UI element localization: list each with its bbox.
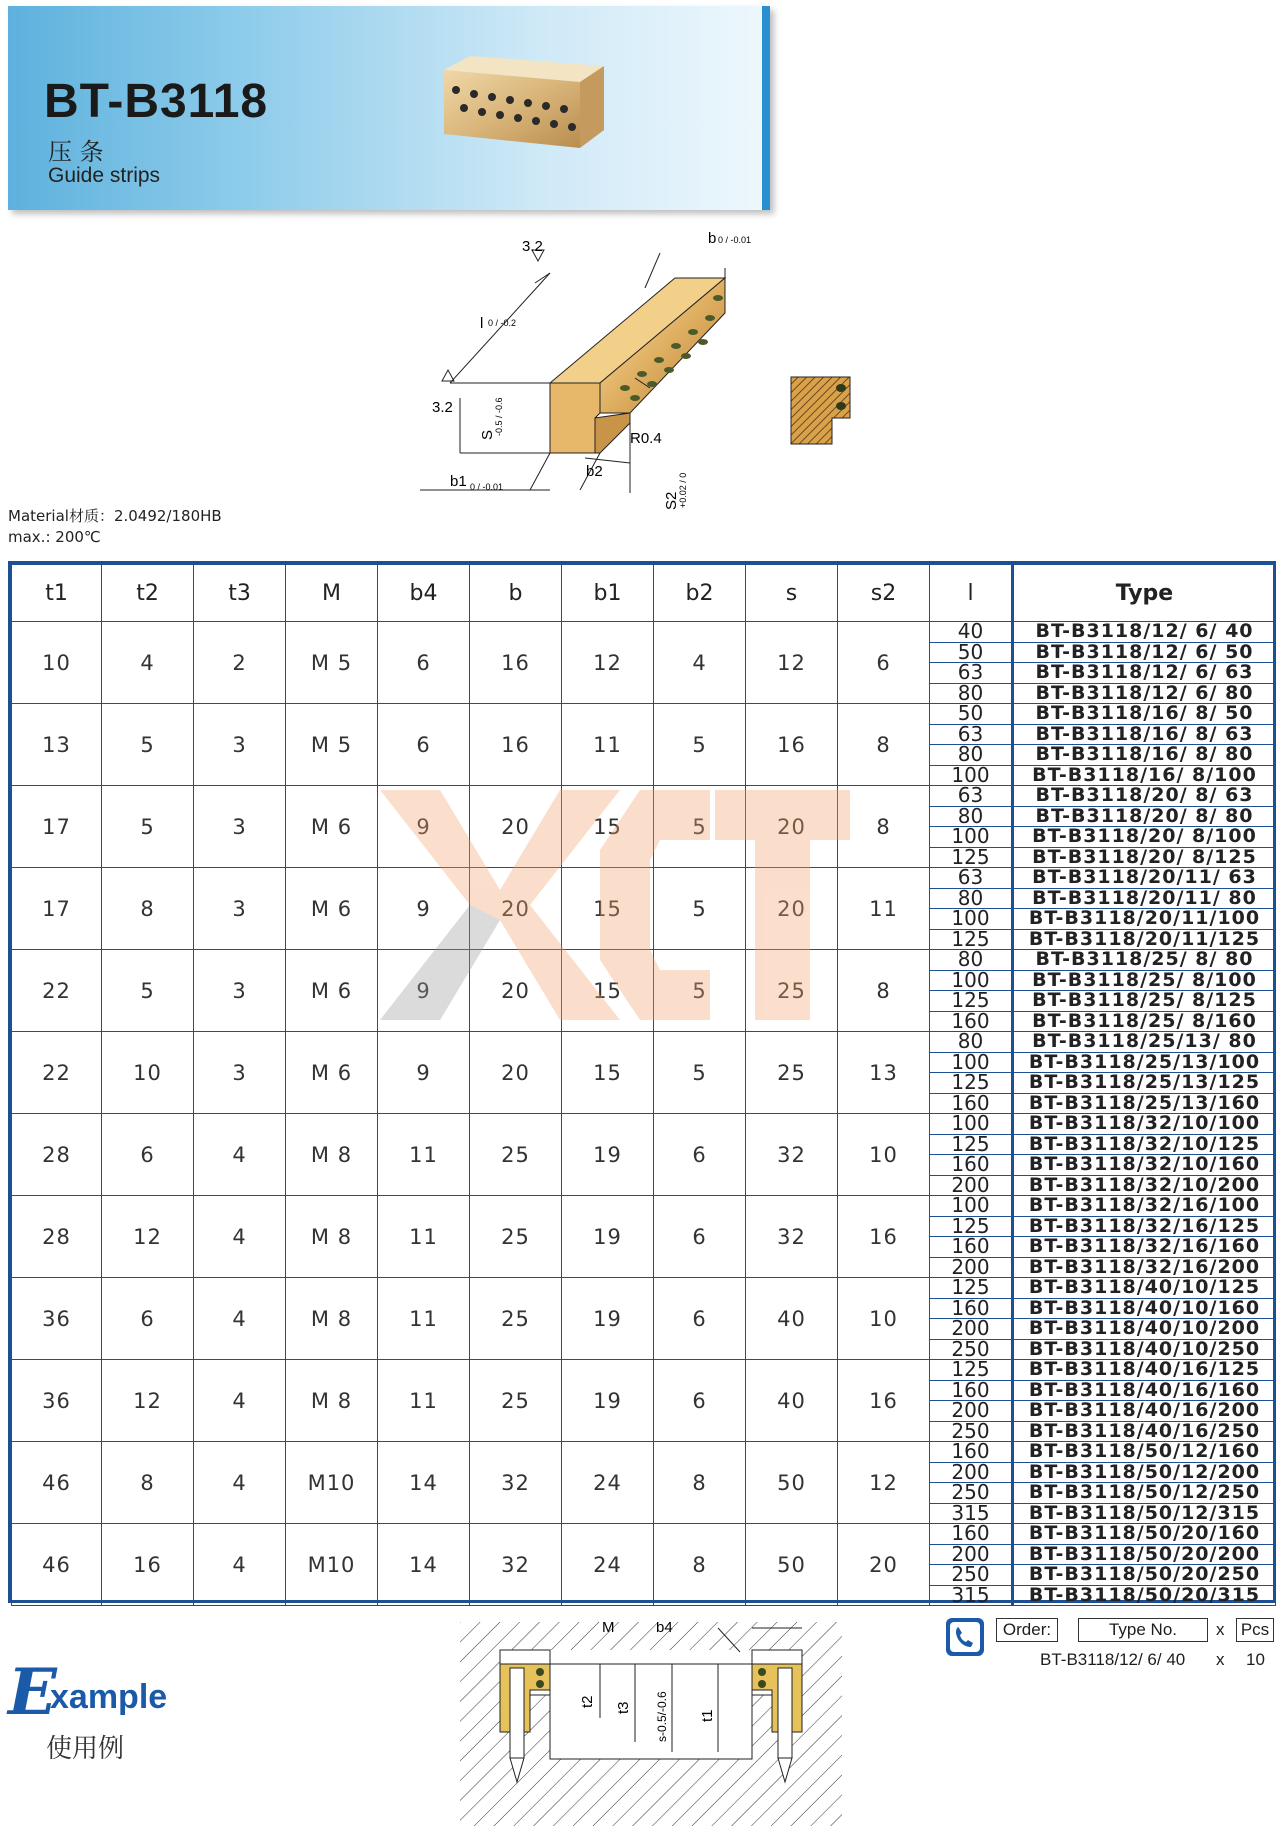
spec-cell-s: 20	[746, 868, 838, 950]
spec-cell-t2: 6	[102, 1114, 194, 1196]
type-number-cell: BT-B3118/16/ 8/ 80	[1013, 745, 1276, 766]
spec-cell-t1: 10	[12, 622, 102, 704]
spec-table	[8, 561, 1276, 1607]
table-row	[12, 1442, 1276, 1463]
spec-cell-b4: 11	[378, 1196, 470, 1278]
length-cell: 100	[930, 765, 1013, 786]
length-cell: 200	[930, 1544, 1013, 1565]
spec-cell-b1: 15	[562, 786, 654, 868]
type-number-cell: BT-B3118/20/ 8/100	[1013, 827, 1276, 848]
spec-cell-b: 25	[470, 1114, 562, 1196]
spec-cell-b: 16	[470, 622, 562, 704]
spec-cell-b: 16	[470, 704, 562, 786]
length-cell: 160	[930, 1011, 1013, 1032]
type-number-cell: BT-B3118/32/10/160	[1013, 1155, 1276, 1176]
technical-drawing	[420, 228, 860, 518]
spec-cell-b: 25	[470, 1278, 562, 1360]
spec-cell-t3: 3	[194, 868, 286, 950]
spec-cell-b4: 14	[378, 1442, 470, 1524]
spec-cell-t2: 8	[102, 868, 194, 950]
type-number-cell: BT-B3118/50/20/200	[1013, 1544, 1276, 1565]
dim-b1-tol: 0 / -0.01	[470, 482, 504, 492]
spec-cell-b2: 5	[654, 704, 746, 786]
length-cell: 100	[930, 909, 1013, 930]
table-header-row	[12, 565, 1276, 622]
type-number-cell: BT-B3118/40/10/200	[1013, 1319, 1276, 1340]
type-number-cell: BT-B3118/50/12/250	[1013, 1483, 1276, 1504]
table-body	[12, 619, 1276, 1607]
type-number-cell: BT-B3118/32/10/125	[1013, 1134, 1276, 1155]
length-cell: 250	[930, 1339, 1013, 1360]
type-number-cell: BT-B3118/40/10/250	[1013, 1339, 1276, 1360]
spec-cell-b4: 14	[378, 1524, 470, 1606]
table-row	[12, 1032, 1276, 1053]
spec-cell-t3: 4	[194, 1196, 286, 1278]
spec-cell-m: M 6	[286, 1032, 378, 1114]
length-cell: 315	[930, 1503, 1013, 1524]
spec-cell-t3: 4	[194, 1442, 286, 1524]
spec-cell-t2: 4	[102, 622, 194, 704]
spec-cell-s: 40	[746, 1360, 838, 1442]
spec-cell-t2: 5	[102, 786, 194, 868]
dim-b-label: b	[708, 230, 717, 247]
table-row	[12, 868, 1276, 889]
example-drawing	[460, 1622, 842, 1826]
header-t1: t1	[12, 565, 102, 622]
model-title: BT-B3118	[44, 75, 269, 128]
header-t2: t2	[102, 565, 194, 622]
spec-cell-m: M 6	[286, 950, 378, 1032]
spec-cell-b1: 15	[562, 950, 654, 1032]
length-cell: 125	[930, 1278, 1013, 1299]
length-cell: 125	[930, 847, 1013, 868]
dim-r-label: R0.4	[630, 430, 662, 447]
spec-cell-b: 20	[470, 950, 562, 1032]
spec-cell-b2: 6	[654, 1278, 746, 1360]
dim-s-tol: -0.5 / -0.6	[494, 397, 504, 436]
length-cell: 200	[930, 1401, 1013, 1422]
spec-cell-b1: 19	[562, 1278, 654, 1360]
spec-cell-m: M 5	[286, 704, 378, 786]
spec-cell-b: 20	[470, 868, 562, 950]
header-b: b	[470, 565, 562, 622]
type-number-cell: BT-B3118/12/ 6/ 63	[1013, 663, 1276, 684]
length-cell: 160	[930, 1442, 1013, 1463]
length-cell: 200	[930, 1319, 1013, 1340]
type-number-cell: BT-B3118/16/ 8/ 50	[1013, 704, 1276, 725]
max-temp-text: max.: 200℃	[8, 528, 101, 546]
spec-cell-t3: 3	[194, 704, 286, 786]
spec-cell-s: 50	[746, 1524, 838, 1606]
type-number-cell: BT-B3118/25/13/125	[1013, 1073, 1276, 1094]
spec-cell-t2: 5	[102, 950, 194, 1032]
spec-cell-b: 32	[470, 1524, 562, 1606]
length-cell: 160	[930, 1155, 1013, 1176]
spec-cell-t3: 3	[194, 786, 286, 868]
type-number-cell: BT-B3118/12/ 6/ 40	[1013, 622, 1276, 643]
type-number-cell: BT-B3118/25/ 8/125	[1013, 991, 1276, 1012]
type-number-cell: BT-B3118/32/16/125	[1013, 1216, 1276, 1237]
spec-cell-s2: 10	[838, 1114, 930, 1196]
spec-cell-b4: 11	[378, 1360, 470, 1442]
spec-cell-b2: 6	[654, 1360, 746, 1442]
type-no-label: Type No.	[1078, 1618, 1208, 1642]
spec-cell-b4: 9	[378, 786, 470, 868]
multiply-sign-2: x	[1216, 1650, 1225, 1669]
length-cell: 40	[930, 622, 1013, 643]
length-cell: 80	[930, 745, 1013, 766]
material-text: Material材质：2.0492/180HB	[8, 507, 222, 525]
header-l: l	[930, 565, 1013, 622]
length-cell: 160	[930, 1298, 1013, 1319]
length-cell: 125	[930, 1073, 1013, 1094]
spec-cell-m: M 6	[286, 868, 378, 950]
header-banner-edge	[762, 6, 770, 210]
spec-cell-s: 25	[746, 950, 838, 1032]
example-big-letter: E	[8, 1655, 57, 1730]
length-cell: 80	[930, 950, 1013, 971]
length-cell: 100	[930, 1114, 1013, 1135]
length-cell: 63	[930, 663, 1013, 684]
spec-cell-s: 20	[746, 786, 838, 868]
dim-s-label: S	[479, 429, 496, 440]
header-type: Type	[1013, 565, 1276, 622]
table-row	[12, 1360, 1276, 1381]
header-b1: b1	[562, 565, 654, 622]
spec-cell-t1: 36	[12, 1278, 102, 1360]
spec-cell-b1: 19	[562, 1360, 654, 1442]
label-t1: t1	[699, 1709, 716, 1722]
type-number-cell: BT-B3118/40/16/200	[1013, 1401, 1276, 1422]
length-cell: 80	[930, 683, 1013, 704]
dim-b2-label: b2	[586, 463, 603, 480]
spec-cell-b: 20	[470, 786, 562, 868]
spec-cell-s2: 8	[838, 950, 930, 1032]
length-cell: 250	[930, 1421, 1013, 1442]
dim-l-label: l	[480, 315, 484, 332]
label-t3: t3	[615, 1701, 632, 1714]
spec-cell-b1: 19	[562, 1114, 654, 1196]
header-b4: b4	[378, 565, 470, 622]
spec-cell-b2: 4	[654, 622, 746, 704]
order-label: Order:	[996, 1618, 1058, 1642]
length-cell: 160	[930, 1524, 1013, 1545]
spec-cell-m: M 5	[286, 622, 378, 704]
length-cell: 250	[930, 1483, 1013, 1504]
header-s: s	[746, 565, 838, 622]
header-b2: b2	[654, 565, 746, 622]
dim-b-tol: 0 / -0.01	[718, 235, 752, 245]
type-number-cell: BT-B3118/25/ 8/100	[1013, 970, 1276, 991]
dim-b1-label: b1	[450, 473, 467, 490]
length-cell: 100	[930, 1196, 1013, 1217]
spec-cell-b2: 5	[654, 1032, 746, 1114]
type-number-cell: BT-B3118/40/16/250	[1013, 1421, 1276, 1442]
example-chinese: 使用例	[46, 1734, 125, 1764]
spec-cell-b2: 8	[654, 1442, 746, 1524]
spec-cell-s2: 16	[838, 1360, 930, 1442]
spec-cell-b4: 11	[378, 1278, 470, 1360]
type-number-cell: BT-B3118/40/10/125	[1013, 1278, 1276, 1299]
spec-cell-t1: 22	[12, 1032, 102, 1114]
type-number-cell: BT-B3118/50/20/160	[1013, 1524, 1276, 1545]
spec-cell-s2: 10	[838, 1278, 930, 1360]
spec-cell-t2: 6	[102, 1278, 194, 1360]
type-number-cell: BT-B3118/50/20/315	[1013, 1585, 1276, 1606]
spec-cell-b1: 11	[562, 704, 654, 786]
spec-cell-m: M10	[286, 1524, 378, 1606]
product-photo	[430, 56, 608, 152]
header-t3: t3	[194, 565, 286, 622]
spec-cell-s: 32	[746, 1196, 838, 1278]
label-b4: b4	[656, 1622, 673, 1636]
spec-cell-t3: 4	[194, 1114, 286, 1196]
length-cell: 50	[930, 642, 1013, 663]
length-cell: 63	[930, 786, 1013, 807]
length-cell: 80	[930, 888, 1013, 909]
length-cell: 160	[930, 1380, 1013, 1401]
length-cell: 100	[930, 970, 1013, 991]
spec-cell-b4: 9	[378, 1032, 470, 1114]
spec-cell-s: 50	[746, 1442, 838, 1524]
roughness-top-label: 3.2	[522, 238, 543, 255]
spec-cell-s2: 8	[838, 786, 930, 868]
spec-cell-b4: 6	[378, 622, 470, 704]
spec-cell-b1: 24	[562, 1524, 654, 1606]
dim-l-tol: 0 / -0.2	[488, 318, 517, 328]
spec-cell-b4: 9	[378, 868, 470, 950]
dim-s2-label: S2	[663, 491, 680, 510]
spec-cell-b: 25	[470, 1196, 562, 1278]
cross-section-thumb	[790, 376, 852, 446]
spec-cell-s2: 6	[838, 622, 930, 704]
chinese-title: 压 条	[48, 138, 104, 166]
table-row	[12, 622, 1276, 643]
spec-cell-b2: 5	[654, 868, 746, 950]
spec-cell-t1: 17	[12, 868, 102, 950]
table-row	[12, 786, 1276, 807]
type-number-cell: BT-B3118/32/16/100	[1013, 1196, 1276, 1217]
spec-cell-b2: 8	[654, 1524, 746, 1606]
type-number-cell: BT-B3118/16/ 8/ 63	[1013, 724, 1276, 745]
spec-cell-s2: 13	[838, 1032, 930, 1114]
spec-cell-m: M 8	[286, 1114, 378, 1196]
spec-cell-b4: 6	[378, 704, 470, 786]
table-row	[12, 1196, 1276, 1217]
spec-cell-t3: 2	[194, 622, 286, 704]
table-row	[12, 1114, 1276, 1135]
multiply-sign: x	[1216, 1620, 1225, 1639]
spec-cell-b1: 15	[562, 868, 654, 950]
spec-cell-m: M 8	[286, 1278, 378, 1360]
spec-cell-t3: 3	[194, 1032, 286, 1114]
type-number-cell: BT-B3118/20/11/125	[1013, 929, 1276, 950]
spec-cell-b: 32	[470, 1442, 562, 1524]
type-number-cell: BT-B3118/25/13/160	[1013, 1093, 1276, 1114]
spec-cell-b4: 11	[378, 1114, 470, 1196]
length-cell: 125	[930, 1360, 1013, 1381]
label-t2: t2	[579, 1695, 596, 1708]
phone-icon	[946, 1618, 984, 1656]
label-m: M	[602, 1622, 615, 1636]
length-cell: 50	[930, 704, 1013, 725]
spec-cell-t1: 17	[12, 786, 102, 868]
length-cell: 80	[930, 1032, 1013, 1053]
type-number-cell: BT-B3118/32/16/160	[1013, 1237, 1276, 1258]
spec-cell-m: M10	[286, 1442, 378, 1524]
type-number-cell: BT-B3118/50/12/200	[1013, 1462, 1276, 1483]
spec-cell-m: M 6	[286, 786, 378, 868]
spec-cell-t1: 22	[12, 950, 102, 1032]
type-number-cell: BT-B3118/50/20/250	[1013, 1565, 1276, 1586]
length-cell: 63	[930, 868, 1013, 889]
spec-cell-s2: 16	[838, 1196, 930, 1278]
length-cell: 200	[930, 1462, 1013, 1483]
type-number-cell: BT-B3118/50/12/160	[1013, 1442, 1276, 1463]
spec-cell-m: M 8	[286, 1360, 378, 1442]
length-cell: 250	[930, 1565, 1013, 1586]
length-cell: 160	[930, 1237, 1013, 1258]
length-cell: 100	[930, 827, 1013, 848]
type-number-cell: BT-B3118/32/10/200	[1013, 1175, 1276, 1196]
spec-cell-t1: 13	[12, 704, 102, 786]
spec-cell-s: 25	[746, 1032, 838, 1114]
spec-cell-t2: 12	[102, 1196, 194, 1278]
type-number-cell: BT-B3118/25/ 8/ 80	[1013, 950, 1276, 971]
dim-s2-tol: +0.02 / 0	[678, 472, 688, 508]
length-cell: 200	[930, 1175, 1013, 1196]
spec-cell-t1: 28	[12, 1196, 102, 1278]
length-cell: 315	[930, 1585, 1013, 1606]
spec-cell-b2: 6	[654, 1196, 746, 1278]
type-number-cell: BT-B3118/20/11/100	[1013, 909, 1276, 930]
spec-cell-b4: 9	[378, 950, 470, 1032]
type-number-cell: BT-B3118/20/11/ 63	[1013, 868, 1276, 889]
spec-cell-s: 16	[746, 704, 838, 786]
example-type-no: BT-B3118/12/ 6/ 40	[1040, 1650, 1186, 1669]
type-number-cell: BT-B3118/50/12/315	[1013, 1503, 1276, 1524]
spec-cell-t2: 10	[102, 1032, 194, 1114]
type-number-cell: BT-B3118/20/ 8/125	[1013, 847, 1276, 868]
table-row	[12, 1278, 1276, 1299]
example-quantity: 10	[1246, 1650, 1265, 1669]
type-number-cell: BT-B3118/20/ 8/ 80	[1013, 806, 1276, 827]
spec-cell-b2: 5	[654, 950, 746, 1032]
length-cell: 80	[930, 806, 1013, 827]
type-number-cell: BT-B3118/40/16/125	[1013, 1360, 1276, 1381]
type-number-cell: BT-B3118/32/16/200	[1013, 1257, 1276, 1278]
spec-cell-b1: 19	[562, 1196, 654, 1278]
spec-cell-b2: 6	[654, 1114, 746, 1196]
spec-cell-s: 32	[746, 1114, 838, 1196]
type-number-cell: BT-B3118/25/ 8/160	[1013, 1011, 1276, 1032]
spec-cell-b: 25	[470, 1360, 562, 1442]
type-number-cell: BT-B3118/12/ 6/ 80	[1013, 683, 1276, 704]
type-number-cell: BT-B3118/25/13/100	[1013, 1052, 1276, 1073]
spec-cell-s2: 8	[838, 704, 930, 786]
spec-cell-b1: 24	[562, 1442, 654, 1524]
type-number-cell: BT-B3118/25/13/ 80	[1013, 1032, 1276, 1053]
length-cell: 125	[930, 1134, 1013, 1155]
spec-cell-t2: 12	[102, 1360, 194, 1442]
spec-cell-s2: 12	[838, 1442, 930, 1524]
spec-cell-s: 40	[746, 1278, 838, 1360]
header-m: M	[286, 565, 378, 622]
length-cell: 125	[930, 1216, 1013, 1237]
spec-cell-t2: 5	[102, 704, 194, 786]
table-row	[12, 1524, 1276, 1545]
length-cell: 125	[930, 991, 1013, 1012]
spec-cell-s2: 11	[838, 868, 930, 950]
spec-cell-t1: 46	[12, 1524, 102, 1606]
spec-cell-t1: 36	[12, 1360, 102, 1442]
spec-cell-b2: 5	[654, 786, 746, 868]
table-row	[12, 704, 1276, 725]
spec-cell-t1: 28	[12, 1114, 102, 1196]
english-title: Guide strips	[48, 164, 161, 187]
spec-cell-s2: 20	[838, 1524, 930, 1606]
spec-cell-t1: 46	[12, 1442, 102, 1524]
example-heading: xample	[50, 1678, 168, 1716]
spec-cell-t3: 4	[194, 1278, 286, 1360]
header-s2: s2	[838, 565, 930, 622]
type-number-cell: BT-B3118/16/ 8/100	[1013, 765, 1276, 786]
pcs-label: Pcs	[1236, 1618, 1274, 1642]
length-cell: 160	[930, 1093, 1013, 1114]
label-s: s-0.5/-0.6	[655, 1691, 669, 1742]
length-cell: 200	[930, 1257, 1013, 1278]
type-number-cell: BT-B3118/40/16/160	[1013, 1380, 1276, 1401]
spec-cell-t3: 4	[194, 1524, 286, 1606]
type-number-cell: BT-B3118/20/ 8/ 63	[1013, 786, 1276, 807]
roughness-side-label: 3.2	[432, 399, 453, 416]
spec-cell-t3: 4	[194, 1360, 286, 1442]
type-number-cell: BT-B3118/12/ 6/ 50	[1013, 642, 1276, 663]
spec-cell-b1: 12	[562, 622, 654, 704]
length-cell: 63	[930, 724, 1013, 745]
spec-cell-t2: 16	[102, 1524, 194, 1606]
type-number-cell: BT-B3118/32/10/100	[1013, 1114, 1276, 1135]
spec-cell-t3: 3	[194, 950, 286, 1032]
spec-cell-t2: 8	[102, 1442, 194, 1524]
spec-cell-s: 12	[746, 622, 838, 704]
length-cell: 125	[930, 929, 1013, 950]
type-number-cell: BT-B3118/40/10/160	[1013, 1298, 1276, 1319]
spec-cell-m: M 8	[286, 1196, 378, 1278]
length-cell: 100	[930, 1052, 1013, 1073]
spec-cell-b1: 15	[562, 1032, 654, 1114]
spec-cell-b: 20	[470, 1032, 562, 1114]
table-row	[12, 950, 1276, 971]
type-number-cell: BT-B3118/20/11/ 80	[1013, 888, 1276, 909]
